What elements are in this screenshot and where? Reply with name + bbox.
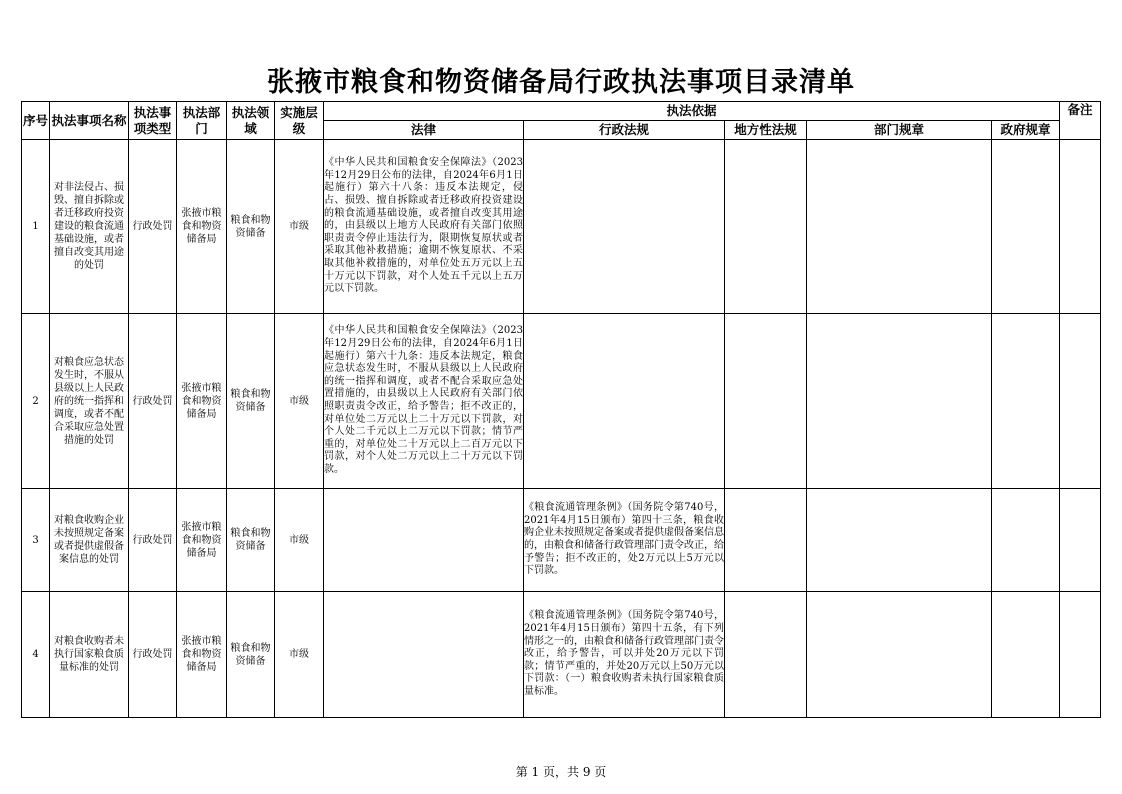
cell-item-name: 对非法侵占、损毁、擅自拆除或者迁移政府投资建设的粮食流通基础设施，或者擅自改变其用途的处罚: [50, 140, 129, 314]
cell-gov-rule: [992, 140, 1060, 314]
cell-admin-reg: 《粮食流通管理条例》（国务院令第740号，2021年4月15日颁布）第四十五条，有下列情形之一的，由粮食和储备行政管理部门责令改正，给予警告，可以并处20万元以下罚款；情节严重的，并处20万元以上50万元以下罚款：（一）粮食收购者未执行国家粮食质量标准。: [524, 592, 725, 718]
cell-item-type: 行政处罚: [129, 592, 177, 718]
cell-seq: 1: [22, 140, 50, 314]
cell-remark: [1060, 314, 1101, 489]
cell-level: 市级: [275, 489, 324, 592]
cell-gov-rule: [992, 592, 1060, 718]
cell-gov-rule: [992, 489, 1060, 592]
cell-field: 粮食和物资储备: [227, 592, 275, 718]
cell-item-type: 行政处罚: [129, 140, 177, 314]
cell-dept-rule: [807, 489, 992, 592]
cell-law: [324, 592, 524, 718]
header-gov-rule: 政府规章: [992, 121, 1060, 140]
header-remark: 备注: [1060, 102, 1101, 140]
enforcement-table: [21, 101, 1101, 718]
cell-seq: 3: [22, 489, 50, 592]
cell-seq: 4: [22, 592, 50, 718]
cell-dept: 张掖市粮食和物资储备局: [177, 592, 227, 718]
cell-item-name: 对粮食收购企业未按照规定备案或者提供虚假备案信息的处罚: [50, 489, 129, 592]
cell-item-name: 对粮食收购者未执行国家粮食质量标准的处罚: [50, 592, 129, 718]
cell-level: 市级: [275, 140, 324, 314]
cell-local-reg: [725, 140, 807, 314]
cell-law: [324, 489, 524, 592]
cell-local-reg: [725, 592, 807, 718]
cell-dept: 张掖市粮食和物资储备局: [177, 140, 227, 314]
cell-gov-rule: [992, 314, 1060, 489]
cell-dept-rule: [807, 592, 992, 718]
header-row-top: [22, 102, 1101, 121]
header-level: 实施层级: [275, 102, 324, 140]
cell-remark: [1060, 489, 1101, 592]
header-field: 执法领域: [227, 102, 275, 140]
cell-field: 粮食和物资储备: [227, 140, 275, 314]
cell-dept: 张掖市粮食和物资储备局: [177, 314, 227, 489]
table-row: [22, 592, 1101, 718]
header-admin-reg: 行政法规: [524, 121, 725, 140]
page-title: 张掖市粮食和物资储备局行政执法事项目录清单: [267, 67, 855, 98]
table-row: [22, 140, 1101, 314]
header-basis: 执法依据: [324, 102, 1060, 121]
cell-admin-reg: 《粮食流通管理条例》（国务院令第740号，2021年4月15日颁布）第四十三条，粮食收购企业未按照规定备案或者提供虚假备案信息的，由粮食和储备行政管理部门责令改正，给予警告；拒不改正的，处2万元以上5万元以下罚款。: [524, 489, 725, 592]
cell-field: 粮食和物资储备: [227, 314, 275, 489]
cell-remark: [1060, 592, 1101, 718]
cell-law: 《中华人民共和国粮食安全保障法》（2023年12月29日公布的法律，自2024年6月1日起施行）第六十九条：违反本法规定，粮食应急状态发生时，不服从县级以上人民政府的统一指挥和调度，或者不配合采取应急处置措施的，由县级以上人民政府有关部门依照职责责令改正，给予警告；拒不改正的，对单位处二万元以上二十万元以下罚款，对个人处二千元以上二万元以下罚款；情节严重的，对单位处二十万元以上二百万元以下罚款，对个人处二万元以上二十万元以下罚款。: [324, 314, 524, 489]
cell-field: 粮食和物资储备: [227, 489, 275, 592]
header-item-name: 执法事项名称: [50, 102, 129, 140]
table-row: [22, 314, 1101, 489]
cell-dept-rule: [807, 140, 992, 314]
cell-dept: 张掖市粮食和物资储备局: [177, 489, 227, 592]
cell-law: 《中华人民共和国粮食安全保障法》（2023年12月29日公布的法律，自2024年6月1日起施行）第六十八条：违反本法规定，侵占、损毁、擅自拆除或者迁移政府投资建设的粮食流通基础设施，或者擅自改变其用途的，由县级以上地方人民政府有关部门依照职责责令停止违法行为，限期恢复原状或者采取其他补救措施；逾期不恢复原状、不采取其他补救措施的，对单位处五万元以上五十万元以下罚款，对个人处五千元以上五万元以下罚款。: [324, 140, 524, 314]
table-row: [22, 489, 1101, 592]
header-law: 法律: [324, 121, 524, 140]
cell-level: 市级: [275, 592, 324, 718]
cell-remark: [1060, 140, 1101, 314]
cell-item-type: 行政处罚: [129, 314, 177, 489]
cell-local-reg: [725, 314, 807, 489]
header-local-reg: 地方性法规: [725, 121, 807, 140]
cell-item-name: 对粮食应急状态发生时，不服从县级以上人民政府的统一指挥和调度，或者不配合采取应急处置措施的处罚: [50, 314, 129, 489]
cell-level: 市级: [275, 314, 324, 489]
header-seq: 序号: [22, 102, 50, 140]
header-dept-rule: 部门规章: [807, 121, 992, 140]
cell-local-reg: [725, 489, 807, 592]
cell-item-type: 行政处罚: [129, 489, 177, 592]
header-item-type: 执法事项类型: [129, 102, 177, 140]
cell-admin-reg: [524, 314, 725, 489]
page-footer: 第 1 页，共 9 页: [515, 765, 607, 779]
cell-dept-rule: [807, 314, 992, 489]
cell-admin-reg: [524, 140, 725, 314]
cell-seq: 2: [22, 314, 50, 489]
header-dept: 执法部门: [177, 102, 227, 140]
